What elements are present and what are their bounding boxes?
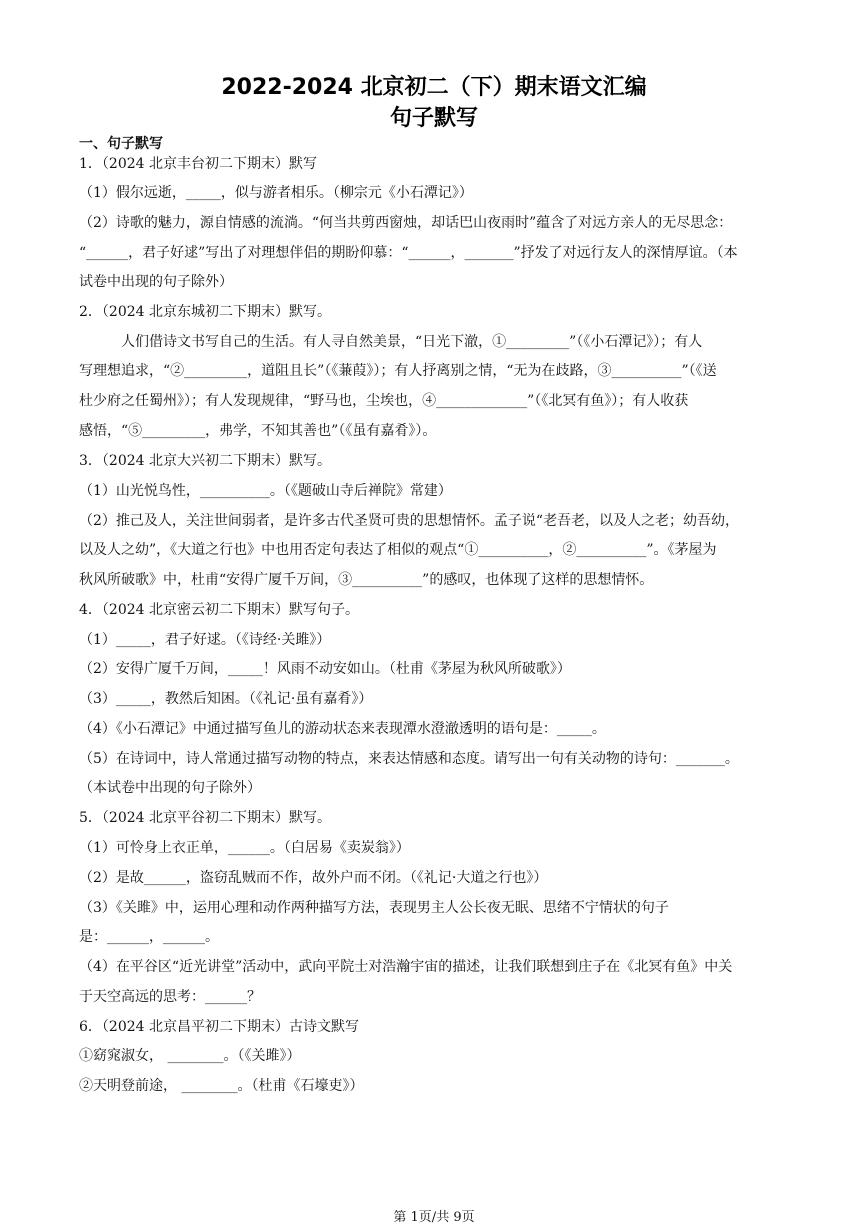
question-4-item-1: （1）_____，君子好逑。（《诗经·关雎》） [79, 632, 331, 648]
question-4-item-5-note: （本试卷中出现的句子除外） [79, 780, 261, 796]
question-4-header: 4．（2024 北京密云初二下期末）默写句子。 [79, 602, 359, 618]
document-title: 2022-2024 北京初二（下）期末语文汇编 [221, 75, 647, 100]
question-3-item-1: （1）山光悦鸟性，__________。（《题破山寺后禅院》常建） [79, 483, 452, 499]
question-2-passage-1: 人们借诗文书写自己的生活。有人寻自然美景，“日光下澈，①_________”（《小石潭记》）；有人 [121, 334, 703, 350]
question-1-item-1: （1）假尔远逝，_____，似与游者相乐。（柳宗元《小石潭记》） [79, 185, 473, 201]
question-2-header: 2．（2024 北京东城初二下期末）默写。 [79, 304, 331, 320]
question-1-header: 1．（2024 北京丰台初二下期末）默写 [79, 156, 317, 172]
page-number: 第 1页/共 9页 [393, 1210, 475, 1225]
question-5-header: 5．（2024 北京平谷初二下期末）默写。 [79, 810, 331, 826]
question-5-item-4: （4）在平谷区“近光讲堂”活动中，武向平院士对浩瀚宇宙的描述，让我们联想到庄子在《北冥有鱼》中关 [79, 959, 733, 975]
question-3-item-2-end: 秋风所破歌》中，杜甫“安得广厦千万间，③__________”的感叹，也体现了这样的思想情怀。 [79, 572, 654, 588]
question-4-item-5: （5）在诗词中，诗人常通过描写动物的特点，来表达情感和态度。请写出一句有关动物的诗句：_______。 [79, 751, 739, 767]
question-6-item-1: ①窈窕淑女， ________。（《关雎》） [79, 1048, 301, 1064]
question-1-item-2-cont: “______，君子好逑”写出了对理想伴侣的期盼仰慕：“______，_______”抒发了对远行友人的深情厚谊。（本 [79, 245, 738, 261]
question-3-header: 3．（2024 北京大兴初二下期末）默写。 [79, 453, 331, 469]
question-4-item-2: （2）安得广厦千万间，_____！风雨不动安如山。（杜甫《茅屋为秋风所破歌》） [79, 661, 571, 677]
question-6-header: 6．（2024 北京昌平初二下期末）古诗文默写 [79, 1019, 359, 1035]
question-4-item-3: （3）_____，教然后知困。（《礼记·虽有嘉肴》） [79, 691, 373, 707]
question-3-item-2: （2）推己及人，关注世间弱者，是许多古代圣贤可贵的思想情怀。孟子说“老吾老，以及人之老；幼吾幼， [79, 513, 740, 529]
question-5-item-1: （1）可怜身上衣正单，______。（白居易《卖炭翁》） [79, 840, 410, 856]
question-1-item-2: （2）诗歌的魅力，源自情感的流淌。“何当共剪西窗烛，却话巴山夜雨时”蕴含了对远方亲人的无尽思念： [79, 215, 733, 231]
section-heading: 一、句子默写 [79, 136, 163, 152]
question-5-item-2: （2）是故______，盗窃乱贼而不作，故外户而不闭。（《礼记·大道之行也》） [79, 870, 548, 886]
question-3-item-2-cont: 以及人之幼”，《大道之行也》中也用否定句表达了相似的观点“①__________，②__________”。《茅屋为 [79, 542, 717, 558]
question-1-item-2-note: 试卷中出现的句子除外） [79, 274, 233, 290]
question-5-item-3-cont: 是：______，______。 [79, 929, 219, 945]
question-2-passage-4: 感悟，“⑤_________，弗学，不知其善也”（《虽有嘉肴》）。 [79, 423, 437, 439]
question-6-item-2: ②天明登前途， ________。（杜甫《石壕吏》） [79, 1078, 364, 1094]
question-5-item-4-cont: 于天空高远的思考：______？ [79, 989, 261, 1005]
document-subtitle: 句子默写 [389, 106, 478, 131]
question-2-passage-3: 杜少府之任蜀州》）；有人发现规律，“野马也，尘埃也，④_____________”（《北冥有鱼》）；有人收获 [79, 393, 689, 409]
question-2-passage-2: 写理想追求，“②_________，道阻且长”（《蒹葭》）；有人抒离别之情，“无为在歧路，③__________”（《送 [79, 363, 717, 379]
question-4-item-4: （4）《小石潭记》中通过描写鱼儿的游动状态来表现潭水澄澈透明的语句是：_____。 [79, 721, 606, 737]
question-5-item-3: （3）《关雎》中，运用心理和动作两种描写方法，表现男主人公长夜无眠、思绪不宁情状的句子 [79, 900, 669, 916]
